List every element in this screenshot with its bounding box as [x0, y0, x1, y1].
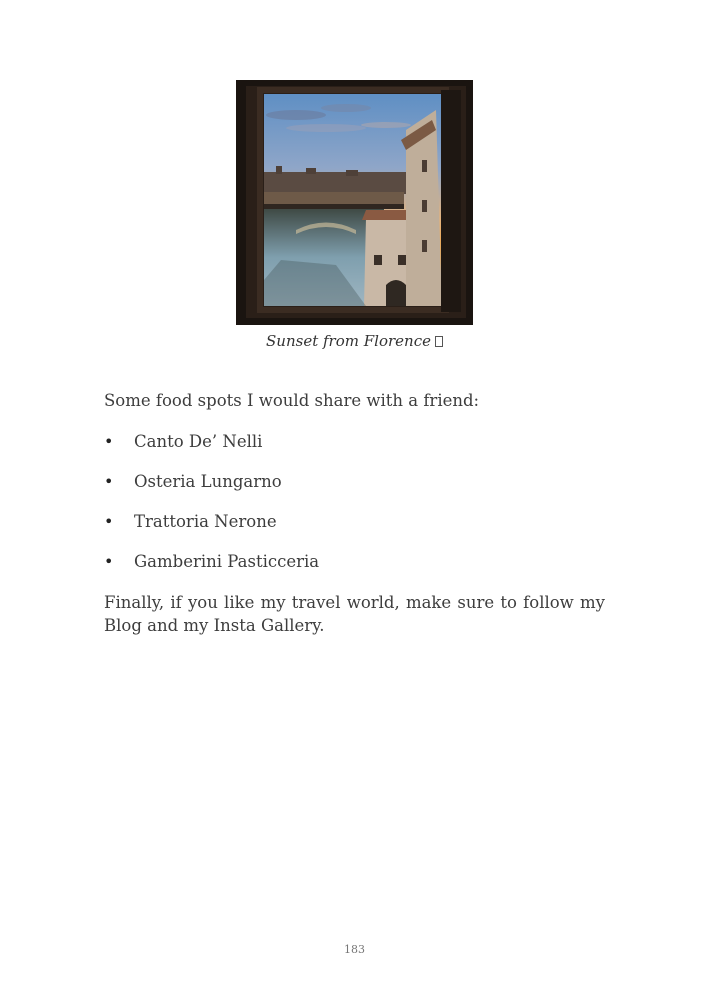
photo-caption [0, 332, 709, 350]
list-item [104, 471, 319, 511]
caption-text: Sunset from Florence [266, 332, 431, 350]
list-item [104, 431, 319, 471]
list-item-text: Gamberini Pasticceria [134, 552, 320, 571]
list-item-text: Trattoria Nerone [134, 512, 277, 531]
list-item [104, 511, 319, 551]
bullet-icon: • [104, 512, 114, 531]
bullet-icon: • [104, 472, 114, 491]
food-spots-list [104, 431, 319, 591]
bullet-icon: • [104, 432, 114, 451]
list-item-text: Osteria Lungarno [134, 472, 282, 491]
list-item [104, 551, 319, 591]
florence-window-view [236, 80, 473, 325]
closing-paragraph: Finally, if you like my travel world, make sure to follow my Blog and my Insta Gallery. [104, 593, 605, 635]
page-number: 183 [344, 943, 365, 956]
missing-glyph-icon [435, 336, 443, 347]
sunset-photo [236, 80, 473, 325]
list-item-text: Canto De’ Nelli [134, 432, 263, 451]
intro-paragraph: Some food spots I would share with a friend: [104, 391, 480, 410]
bullet-icon: • [104, 552, 114, 571]
